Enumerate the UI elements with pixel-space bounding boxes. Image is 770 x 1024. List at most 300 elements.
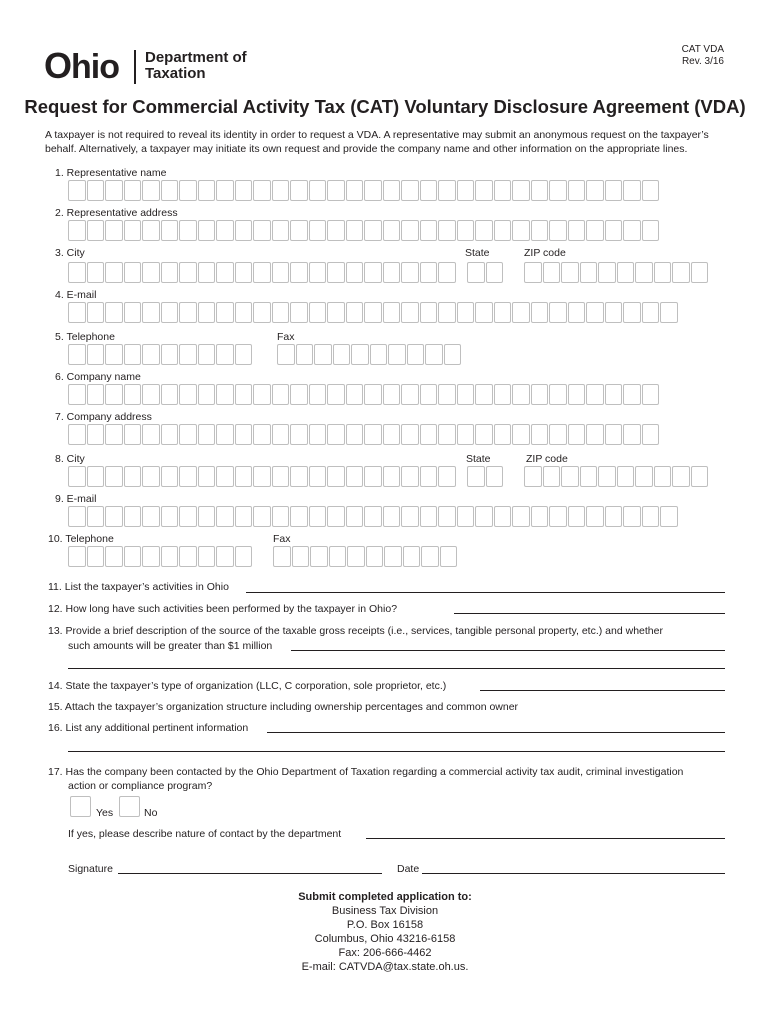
character-box[interactable] xyxy=(272,506,290,527)
character-box[interactable] xyxy=(309,466,327,487)
character-box[interactable] xyxy=(198,180,216,201)
character-box[interactable] xyxy=(68,302,86,323)
character-box[interactable] xyxy=(420,384,438,405)
character-box[interactable] xyxy=(161,344,179,365)
character-box[interactable] xyxy=(623,180,641,201)
character-box[interactable] xyxy=(235,546,253,567)
character-box[interactable] xyxy=(235,302,253,323)
character-box[interactable] xyxy=(531,302,549,323)
character-box[interactable] xyxy=(87,384,105,405)
character-box[interactable] xyxy=(383,180,401,201)
q16-answer-line-2[interactable] xyxy=(68,751,725,752)
character-box[interactable] xyxy=(635,466,653,487)
character-box[interactable] xyxy=(142,546,160,567)
character-box[interactable] xyxy=(273,546,291,567)
character-box[interactable] xyxy=(253,424,271,445)
character-box[interactable] xyxy=(494,506,512,527)
character-box[interactable] xyxy=(494,180,512,201)
date-line[interactable] xyxy=(422,873,725,874)
character-box[interactable] xyxy=(586,506,604,527)
character-box[interactable] xyxy=(420,220,438,241)
character-box[interactable] xyxy=(272,180,290,201)
company-name-field[interactable] xyxy=(68,384,659,405)
character-box[interactable] xyxy=(383,384,401,405)
character-box[interactable] xyxy=(605,506,623,527)
character-box[interactable] xyxy=(486,262,504,283)
character-box[interactable] xyxy=(124,180,142,201)
character-box[interactable] xyxy=(277,344,295,365)
character-box[interactable] xyxy=(216,424,234,445)
character-box[interactable] xyxy=(124,344,142,365)
character-box[interactable] xyxy=(235,506,253,527)
character-box[interactable] xyxy=(87,180,105,201)
character-box[interactable] xyxy=(310,546,328,567)
character-box[interactable] xyxy=(198,262,216,283)
character-box[interactable] xyxy=(403,546,421,567)
representative-email-field[interactable] xyxy=(68,302,678,323)
yes-checkbox[interactable] xyxy=(70,796,91,817)
character-box[interactable] xyxy=(438,384,456,405)
character-box[interactable] xyxy=(68,506,86,527)
character-box[interactable] xyxy=(68,262,86,283)
character-box[interactable] xyxy=(333,344,351,365)
character-box[interactable] xyxy=(347,546,365,567)
character-box[interactable] xyxy=(327,220,345,241)
character-box[interactable] xyxy=(635,262,653,283)
character-box[interactable] xyxy=(549,302,567,323)
character-box[interactable] xyxy=(235,180,253,201)
character-box[interactable] xyxy=(605,384,623,405)
character-box[interactable] xyxy=(370,344,388,365)
character-box[interactable] xyxy=(512,384,530,405)
character-box[interactable] xyxy=(68,384,86,405)
no-checkbox[interactable] xyxy=(119,796,140,817)
character-box[interactable] xyxy=(457,384,475,405)
character-box[interactable] xyxy=(512,506,530,527)
character-box[interactable] xyxy=(457,180,475,201)
character-box[interactable] xyxy=(438,506,456,527)
character-box[interactable] xyxy=(105,466,123,487)
character-box[interactable] xyxy=(366,546,384,567)
character-box[interactable] xyxy=(272,262,290,283)
character-box[interactable] xyxy=(364,506,382,527)
character-box[interactable] xyxy=(425,344,443,365)
character-box[interactable] xyxy=(290,424,308,445)
company-address-field[interactable] xyxy=(68,424,659,445)
character-box[interactable] xyxy=(142,424,160,445)
character-box[interactable] xyxy=(179,302,197,323)
character-box[interactable] xyxy=(161,262,179,283)
character-box[interactable] xyxy=(494,384,512,405)
character-box[interactable] xyxy=(272,302,290,323)
character-box[interactable] xyxy=(531,424,549,445)
character-box[interactable] xyxy=(475,384,493,405)
q11-answer-line[interactable] xyxy=(246,592,725,593)
character-box[interactable] xyxy=(124,424,142,445)
character-box[interactable] xyxy=(314,344,332,365)
character-box[interactable] xyxy=(124,546,142,567)
character-box[interactable] xyxy=(216,180,234,201)
character-box[interactable] xyxy=(494,424,512,445)
character-box[interactable] xyxy=(568,220,586,241)
character-box[interactable] xyxy=(364,262,382,283)
character-box[interactable] xyxy=(623,302,641,323)
character-box[interactable] xyxy=(524,262,542,283)
q14-answer-line[interactable] xyxy=(480,690,725,691)
character-box[interactable] xyxy=(290,302,308,323)
character-box[interactable] xyxy=(309,302,327,323)
character-box[interactable] xyxy=(660,506,678,527)
contact-description-line[interactable] xyxy=(366,838,725,839)
character-box[interactable] xyxy=(142,262,160,283)
character-box[interactable] xyxy=(329,546,347,567)
character-box[interactable] xyxy=(457,506,475,527)
character-box[interactable] xyxy=(68,546,86,567)
character-box[interactable] xyxy=(364,302,382,323)
character-box[interactable] xyxy=(568,302,586,323)
character-box[interactable] xyxy=(401,180,419,201)
character-box[interactable] xyxy=(586,220,604,241)
character-box[interactable] xyxy=(161,384,179,405)
character-box[interactable] xyxy=(407,344,425,365)
character-box[interactable] xyxy=(142,180,160,201)
character-box[interactable] xyxy=(420,262,438,283)
character-box[interactable] xyxy=(198,302,216,323)
character-box[interactable] xyxy=(512,220,530,241)
character-box[interactable] xyxy=(290,466,308,487)
character-box[interactable] xyxy=(438,262,456,283)
character-box[interactable] xyxy=(179,384,197,405)
character-box[interactable] xyxy=(346,506,364,527)
company-email-field[interactable] xyxy=(68,506,678,527)
character-box[interactable] xyxy=(561,262,579,283)
character-box[interactable] xyxy=(512,424,530,445)
character-box[interactable] xyxy=(105,424,123,445)
q16-answer-line-1[interactable] xyxy=(267,732,725,733)
character-box[interactable] xyxy=(494,220,512,241)
character-box[interactable] xyxy=(290,506,308,527)
character-box[interactable] xyxy=(142,384,160,405)
character-box[interactable] xyxy=(383,424,401,445)
character-box[interactable] xyxy=(438,302,456,323)
character-box[interactable] xyxy=(161,302,179,323)
character-box[interactable] xyxy=(475,424,493,445)
character-box[interactable] xyxy=(290,220,308,241)
q13-answer-line-1[interactable] xyxy=(291,650,725,651)
character-box[interactable] xyxy=(586,384,604,405)
character-box[interactable] xyxy=(346,180,364,201)
character-box[interactable] xyxy=(364,424,382,445)
character-box[interactable] xyxy=(327,384,345,405)
character-box[interactable] xyxy=(198,384,216,405)
character-box[interactable] xyxy=(401,466,419,487)
character-box[interactable] xyxy=(486,466,504,487)
company-fax-field[interactable] xyxy=(273,546,457,567)
character-box[interactable] xyxy=(346,302,364,323)
character-box[interactable] xyxy=(605,302,623,323)
character-box[interactable] xyxy=(179,424,197,445)
character-box[interactable] xyxy=(124,302,142,323)
character-box[interactable] xyxy=(161,424,179,445)
character-box[interactable] xyxy=(383,466,401,487)
character-box[interactable] xyxy=(364,384,382,405)
character-box[interactable] xyxy=(87,262,105,283)
character-box[interactable] xyxy=(420,466,438,487)
character-box[interactable] xyxy=(327,466,345,487)
character-box[interactable] xyxy=(216,344,234,365)
character-box[interactable] xyxy=(475,180,493,201)
character-box[interactable] xyxy=(198,424,216,445)
representative-address-field[interactable] xyxy=(68,220,659,241)
q12-answer-line[interactable] xyxy=(454,613,725,614)
character-box[interactable] xyxy=(87,546,105,567)
character-box[interactable] xyxy=(179,546,197,567)
character-box[interactable] xyxy=(383,302,401,323)
character-box[interactable] xyxy=(235,344,253,365)
character-box[interactable] xyxy=(401,302,419,323)
character-box[interactable] xyxy=(290,180,308,201)
character-box[interactable] xyxy=(124,220,142,241)
character-box[interactable] xyxy=(68,424,86,445)
character-box[interactable] xyxy=(543,262,561,283)
character-box[interactable] xyxy=(235,466,253,487)
character-box[interactable] xyxy=(623,220,641,241)
character-box[interactable] xyxy=(401,506,419,527)
character-box[interactable] xyxy=(142,466,160,487)
character-box[interactable] xyxy=(179,220,197,241)
character-box[interactable] xyxy=(327,262,345,283)
character-box[interactable] xyxy=(457,220,475,241)
character-box[interactable] xyxy=(512,180,530,201)
character-box[interactable] xyxy=(327,302,345,323)
character-box[interactable] xyxy=(87,506,105,527)
character-box[interactable] xyxy=(549,384,567,405)
character-box[interactable] xyxy=(457,302,475,323)
character-box[interactable] xyxy=(346,220,364,241)
character-box[interactable] xyxy=(161,180,179,201)
character-box[interactable] xyxy=(512,302,530,323)
character-box[interactable] xyxy=(642,384,660,405)
character-box[interactable] xyxy=(142,344,160,365)
company-zip-field[interactable] xyxy=(524,466,708,487)
character-box[interactable] xyxy=(142,506,160,527)
character-box[interactable] xyxy=(87,466,105,487)
character-box[interactable] xyxy=(235,262,253,283)
character-box[interactable] xyxy=(290,384,308,405)
character-box[interactable] xyxy=(327,506,345,527)
character-box[interactable] xyxy=(642,302,660,323)
character-box[interactable] xyxy=(580,466,598,487)
character-box[interactable] xyxy=(87,424,105,445)
character-box[interactable] xyxy=(586,302,604,323)
character-box[interactable] xyxy=(364,180,382,201)
character-box[interactable] xyxy=(531,384,549,405)
character-box[interactable] xyxy=(364,220,382,241)
character-box[interactable] xyxy=(383,262,401,283)
character-box[interactable] xyxy=(216,262,234,283)
character-box[interactable] xyxy=(235,220,253,241)
character-box[interactable] xyxy=(253,384,271,405)
character-box[interactable] xyxy=(124,262,142,283)
character-box[interactable] xyxy=(531,506,549,527)
company-city-field[interactable] xyxy=(68,466,456,487)
character-box[interactable] xyxy=(124,384,142,405)
character-box[interactable] xyxy=(253,180,271,201)
character-box[interactable] xyxy=(309,180,327,201)
character-box[interactable] xyxy=(198,344,216,365)
character-box[interactable] xyxy=(235,424,253,445)
character-box[interactable] xyxy=(216,220,234,241)
character-box[interactable] xyxy=(346,384,364,405)
representative-telephone-field[interactable] xyxy=(68,344,252,365)
character-box[interactable] xyxy=(561,466,579,487)
character-box[interactable] xyxy=(161,506,179,527)
character-box[interactable] xyxy=(290,262,308,283)
character-box[interactable] xyxy=(309,262,327,283)
character-box[interactable] xyxy=(198,506,216,527)
character-box[interactable] xyxy=(309,384,327,405)
character-box[interactable] xyxy=(198,546,216,567)
character-box[interactable] xyxy=(642,424,660,445)
character-box[interactable] xyxy=(438,424,456,445)
character-box[interactable] xyxy=(253,262,271,283)
character-box[interactable] xyxy=(660,302,678,323)
character-box[interactable] xyxy=(617,262,635,283)
character-box[interactable] xyxy=(401,384,419,405)
character-box[interactable] xyxy=(420,424,438,445)
character-box[interactable] xyxy=(691,262,709,283)
character-box[interactable] xyxy=(179,180,197,201)
character-box[interactable] xyxy=(124,466,142,487)
character-box[interactable] xyxy=(475,220,493,241)
character-box[interactable] xyxy=(292,546,310,567)
character-box[interactable] xyxy=(531,220,549,241)
character-box[interactable] xyxy=(216,384,234,405)
character-box[interactable] xyxy=(161,546,179,567)
character-box[interactable] xyxy=(549,424,567,445)
character-box[interactable] xyxy=(691,466,709,487)
character-box[interactable] xyxy=(420,302,438,323)
representative-name-field[interactable] xyxy=(68,180,659,201)
character-box[interactable] xyxy=(617,466,635,487)
character-box[interactable] xyxy=(605,180,623,201)
character-box[interactable] xyxy=(654,466,672,487)
character-box[interactable] xyxy=(179,262,197,283)
character-box[interactable] xyxy=(438,466,456,487)
character-box[interactable] xyxy=(531,180,549,201)
character-box[interactable] xyxy=(654,262,672,283)
company-telephone-field[interactable] xyxy=(68,546,252,567)
character-box[interactable] xyxy=(568,384,586,405)
character-box[interactable] xyxy=(327,180,345,201)
character-box[interactable] xyxy=(105,546,123,567)
character-box[interactable] xyxy=(198,466,216,487)
character-box[interactable] xyxy=(672,466,690,487)
character-box[interactable] xyxy=(179,466,197,487)
character-box[interactable] xyxy=(438,220,456,241)
representative-fax-field[interactable] xyxy=(277,344,461,365)
character-box[interactable] xyxy=(549,220,567,241)
character-box[interactable] xyxy=(142,302,160,323)
character-box[interactable] xyxy=(444,344,462,365)
character-box[interactable] xyxy=(421,546,439,567)
character-box[interactable] xyxy=(327,424,345,445)
character-box[interactable] xyxy=(87,302,105,323)
character-box[interactable] xyxy=(105,384,123,405)
character-box[interactable] xyxy=(438,180,456,201)
character-box[interactable] xyxy=(198,220,216,241)
character-box[interactable] xyxy=(161,220,179,241)
character-box[interactable] xyxy=(401,220,419,241)
character-box[interactable] xyxy=(549,180,567,201)
character-box[interactable] xyxy=(623,424,641,445)
character-box[interactable] xyxy=(309,220,327,241)
character-box[interactable] xyxy=(598,262,616,283)
company-state-field[interactable] xyxy=(467,466,503,487)
character-box[interactable] xyxy=(216,466,234,487)
character-box[interactable] xyxy=(475,506,493,527)
character-box[interactable] xyxy=(598,466,616,487)
representative-zip-field[interactable] xyxy=(524,262,708,283)
character-box[interactable] xyxy=(494,302,512,323)
signature-line[interactable] xyxy=(118,873,382,874)
character-box[interactable] xyxy=(383,506,401,527)
character-box[interactable] xyxy=(309,506,327,527)
character-box[interactable] xyxy=(216,302,234,323)
character-box[interactable] xyxy=(351,344,369,365)
character-box[interactable] xyxy=(296,344,314,365)
character-box[interactable] xyxy=(309,424,327,445)
character-box[interactable] xyxy=(105,220,123,241)
character-box[interactable] xyxy=(68,180,86,201)
character-box[interactable] xyxy=(253,302,271,323)
character-box[interactable] xyxy=(272,424,290,445)
character-box[interactable] xyxy=(105,344,123,365)
character-box[interactable] xyxy=(642,220,660,241)
representative-state-field[interactable] xyxy=(467,262,503,283)
character-box[interactable] xyxy=(105,302,123,323)
character-box[interactable] xyxy=(524,466,542,487)
character-box[interactable] xyxy=(68,220,86,241)
character-box[interactable] xyxy=(272,466,290,487)
character-box[interactable] xyxy=(68,466,86,487)
character-box[interactable] xyxy=(467,466,485,487)
character-box[interactable] xyxy=(475,302,493,323)
character-box[interactable] xyxy=(272,384,290,405)
character-box[interactable] xyxy=(420,180,438,201)
character-box[interactable] xyxy=(383,220,401,241)
character-box[interactable] xyxy=(346,466,364,487)
character-box[interactable] xyxy=(216,506,234,527)
character-box[interactable] xyxy=(87,344,105,365)
character-box[interactable] xyxy=(401,262,419,283)
character-box[interactable] xyxy=(642,506,660,527)
character-box[interactable] xyxy=(568,424,586,445)
character-box[interactable] xyxy=(586,180,604,201)
character-box[interactable] xyxy=(235,384,253,405)
character-box[interactable] xyxy=(623,384,641,405)
character-box[interactable] xyxy=(605,424,623,445)
character-box[interactable] xyxy=(384,546,402,567)
character-box[interactable] xyxy=(672,262,690,283)
character-box[interactable] xyxy=(105,262,123,283)
character-box[interactable] xyxy=(605,220,623,241)
character-box[interactable] xyxy=(346,262,364,283)
character-box[interactable] xyxy=(142,220,160,241)
character-box[interactable] xyxy=(549,506,567,527)
character-box[interactable] xyxy=(179,506,197,527)
character-box[interactable] xyxy=(161,466,179,487)
